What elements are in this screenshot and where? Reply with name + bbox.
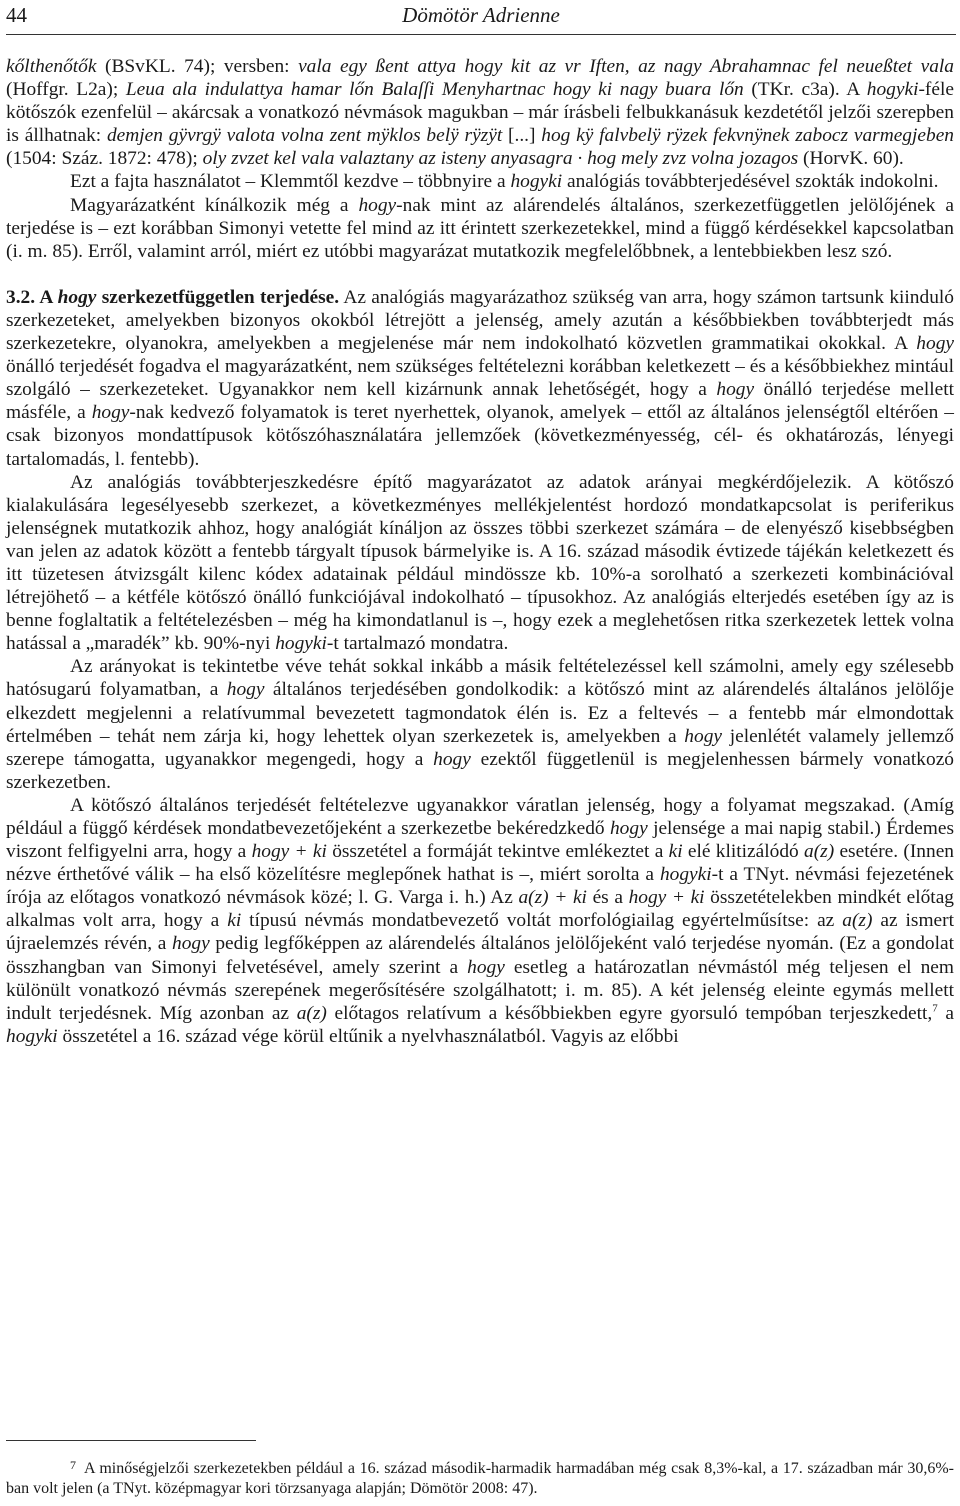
text-span: összetételekben mindkét előtag alkalmas volt arra, hogy a	[6, 887, 955, 932]
term-italic: hogyki	[659, 864, 712, 886]
paragraph-1	[6, 55, 954, 170]
term-italic: hogy	[609, 818, 648, 839]
text-span: előtagos relatívum a későbbiekben egyre gyorsuló tempóban terjeszkedett,	[326, 1002, 933, 1024]
heading-part: 3.2. A	[6, 286, 58, 308]
paragraph-2	[6, 170, 954, 193]
term-italic: hogyki	[6, 1025, 58, 1047]
text-span: a	[937, 1002, 955, 1024]
text-span: -nak mint az alárendelés általános, szerkezetfüggetlen jelölőjének a terjedése is – ezt korábban Simonyi vetette fel mind az itt érintett szerkezetekkel, mind a függő kérdésekkel kapcsolatban (i. m. 85). Erről, valamint arról, miért ez utóbbi magyarázat mutatkozik megfelelőbbnek, a lentebbiekben lesz szó.	[6, 194, 954, 262]
text-span: Az analógiás magyarázathoz szükség van arra, hogy számon tartsunk kiinduló szerkezeteket, amelyekben bizonyos okokból létrejött a jelenség, amely azután a későbbiekben továbbterjedt más szerkezetekre, olyanokra, amelyekben a megjelenése már nem indokolható közvetlen grammatikai okokkal. A	[6, 286, 954, 355]
body-text	[6, 55, 954, 1048]
term-italic: hogy	[433, 748, 471, 770]
heading-part: szerkezetfüggetlen terjedése.	[96, 286, 340, 308]
paragraph-7	[6, 794, 954, 1048]
term-italic: ki	[227, 910, 242, 932]
term-italic: a(z)	[804, 841, 835, 863]
paragraph-5	[6, 471, 954, 656]
text-span: jelenlétét valamely jellemző szerepe támogatta, ugyanakkor megengedi, hogy a	[6, 725, 954, 770]
text-span: (BSvKL. 74); versben:	[96, 56, 299, 77]
term-italic: a(z) + ki	[518, 887, 587, 909]
text-span: ezektől függetlenül is megjelenhessen bármely vonatkozó szerkezetben.	[6, 748, 954, 793]
text-span: (Hoffgr. L2a);	[6, 79, 126, 101]
text-span: összetétel a formáját tekintve emlékeztet a	[326, 841, 669, 863]
term-italic: hogyki	[866, 79, 919, 101]
text-span: és a	[586, 887, 629, 909]
page-number: 44	[6, 3, 27, 27]
text-span: esetleg a határozatlan névmástól még teljesen el nem különült vonatkozó névmás szerepének megerősítésére szolgálhatott; i. m. 85). A két jelenség eleinte egymás mellett indult terjedésnek. Míg azonban az	[6, 956, 954, 1024]
text-span: az ismert újraelemzés révén, a	[6, 910, 954, 955]
text-span: elé klitizálódó	[682, 841, 804, 863]
section-heading	[6, 287, 339, 308]
example-text: vala egy ßent attya hogy kit az vr Iften, az nagy Abrahamnac fel neueßtet vala	[298, 56, 954, 77]
paragraph-4	[6, 286, 954, 471]
term-italic: a(z)	[842, 910, 873, 932]
term-italic: hogy	[684, 725, 722, 747]
example-text: demjen gÿvrgÿ valota volna zent mÿklos belÿ rÿzÿt	[106, 125, 503, 147]
term-italic: hogy	[226, 679, 265, 701]
term-italic: hogy	[716, 379, 755, 401]
text-span: típusú névmás mondatbevezető voltát morfológiailag egyértelműsítse: az	[241, 910, 843, 932]
text-span: Az analógiás továbbterjeszkedésre építő magyarázatot az adatok arányai megkérdőjelezik. A kötőszó kialakulására legesélyesebb szerkezet, a következményes mellékjelentést hordozó mondatkapcsolat is periferikus jelenségnek mutatkozik ahhoz, hogy analógiát kínáljon az összes többi szerkezet számára – de elenyésző kisebbségben van jelen az adatok között a fentebb tárgyalt típusok bármelyike is. A 16. század második évtizede tájékán keletkezett és itt tüzetesen átvizsgált kilenc kódex adatainak például mindössze kb. 10%-a sorolható a szerkezeti kombinációval létrejöhető – a kétféle kötőszó önálló funkciójával indokolható – típusokhoz. Az analógiás elterjedés esetében így az is benne foglaltatik a feltételezésben – még ha kimondatlanul is –, hogy ezek a meglehetősen ritka szerkezetek lettek volna hatással a „maradék” kb. 90%-nyi	[6, 471, 954, 655]
footnote-divider	[6, 1440, 256, 1441]
text-span: összetétel a 16. század vége körül eltűnik a nyelvhasználatból. Vagyis az előbbi	[57, 1025, 679, 1047]
text-span: -t tartalmazó mondatra.	[326, 633, 509, 655]
footnotes	[6, 1455, 954, 1499]
example-text: hog kÿ falvbelÿ rÿzek fekvnÿnek zabocz varmegjeben	[541, 125, 954, 147]
text-span: pedig legfőképpen az alárendelés általános jelölőjeként való terjedése nyomán. (Ez a gondolat összhangban van Simonyi felvetésével, amely szerint a	[6, 933, 954, 978]
text-span: -t a TNyt. névmási fejezetének írója az előtagos vonatkozó névmások közé; l. G. Varga i. h.) Az	[6, 864, 955, 909]
heading-term: hogy	[57, 286, 97, 308]
text-span: -nak kedvező folyamatok is teret nyerhettek, olyanok, amelyek – ettől az általános jelenségtől eltérően – csak bizonyos mondattípusok kötőszóhasználatára jellemzőek (következményesség, cél- és okhatározás, lényegi tartalomadás, l. fentebb).	[6, 402, 954, 470]
text-span: Magyarázatként kínálkozik még a	[70, 194, 359, 216]
text-span: A kötőszó általános terjedését feltételezve ugyanakkor váratlan jelenség, hogy a folyamat megszakad. (Amíg például a függő kérdések mondatbevezetőjeként a szerkezetbe bekéredzkedő	[6, 794, 954, 839]
example-text: kőlthenőtők	[6, 56, 97, 77]
text-span: [...]	[502, 125, 542, 147]
term-italic: a(z)	[296, 1002, 327, 1024]
text-span: általános terjedésében gondolkodik: a kötőszó mint az alárendelés általános jelölője elkezdett megjelenni a relatívummal bevezetett tagmondatok élén is. Ez a feltevés – a fentebb már elmondottak értelmében – tehát nem zárja ki, hogy lehettek olyan szerkezetek is, amelyekben a	[6, 679, 954, 747]
text-span: -féle kötőszók ezenfelül – akárcsak a vonatkozó névmások magukban – már írásbeli felbukkanásuk kezdetétől jelzői szerepben is állhatnak:	[6, 79, 954, 147]
footnote-7	[6, 1455, 954, 1499]
running-head-author: Dömötör Adrienne	[402, 3, 560, 27]
term-italic: hogy	[91, 402, 130, 424]
term-italic: hogy + ki	[251, 841, 327, 863]
term-italic: hogyki	[275, 633, 327, 655]
text-span: (1504: Száz. 1872: 478);	[6, 148, 203, 170]
text-span: (TKr. c3a). A	[743, 79, 867, 101]
example-text: Leua ala indulattya hamar lőn Balaſſi Menyhartnac hogy ki nagy buara lőn	[125, 79, 744, 101]
footnote-text: A minőségjelzői szerkezetekben például a 16. század második-harmadik harmadában még csak 8,3%-kal, a 17. században már 30,6%-ban volt jelen (a TNyt. középmagyar kori törzsanyaga alapján; Dömötör 2008: 47).	[6, 1460, 954, 1497]
term-italic: hogy	[467, 956, 505, 978]
text-span: Ezt a fajta használatot – Klemmtől kezdve – többnyire a	[70, 171, 511, 193]
term-italic: hogy	[358, 194, 397, 216]
term-italic: hogy + ki	[628, 887, 705, 909]
page-header	[6, 0, 956, 35]
text-span: jelensége a mai napig stabil.) Érdemes viszont felfigyelni arra, hogy a	[6, 818, 955, 863]
text-span: Az arányokat is tekintetbe véve tehát sokkal inkább a másik feltételezéssel kell számolni, amely egy szélesebb hatósugarú folyamatban, a	[6, 656, 954, 701]
text-span: analógiás továbbterjedésével szokták indokolni.	[562, 171, 939, 193]
term-italic: hogy	[172, 933, 210, 955]
text-span: önálló terjedése mellett másféle, a	[6, 379, 954, 424]
term-italic: ki	[668, 841, 683, 863]
paragraph-3	[6, 194, 954, 263]
term-italic: hogyki	[510, 171, 563, 193]
footnote-number: 7	[70, 1458, 76, 1472]
footnote-reference[interactable]: 7	[932, 1002, 938, 1015]
text-span: (HorvK. 60).	[798, 148, 904, 170]
term-italic: hogy	[916, 333, 954, 355]
text-span: önálló terjedését fogadva el magyarázatként, nem szükséges feltételezni korábban keletkezett – és a későbbiekhez mintául szolgáló – szerkezeteket. Ugyanakkor nem kell kizárnunk annak lehetőségét, hogy a	[6, 356, 954, 401]
paragraph-6	[6, 655, 954, 794]
text-span: esetére. (Innen nézve érthetővé válik – ha első közelítésre meglepőnek hathat is –, miért sorolta a	[6, 841, 954, 886]
example-text: oly zvzet kel vala valaztany az isteny anyasagra · hog mely zvz volna jozagos	[202, 148, 799, 170]
